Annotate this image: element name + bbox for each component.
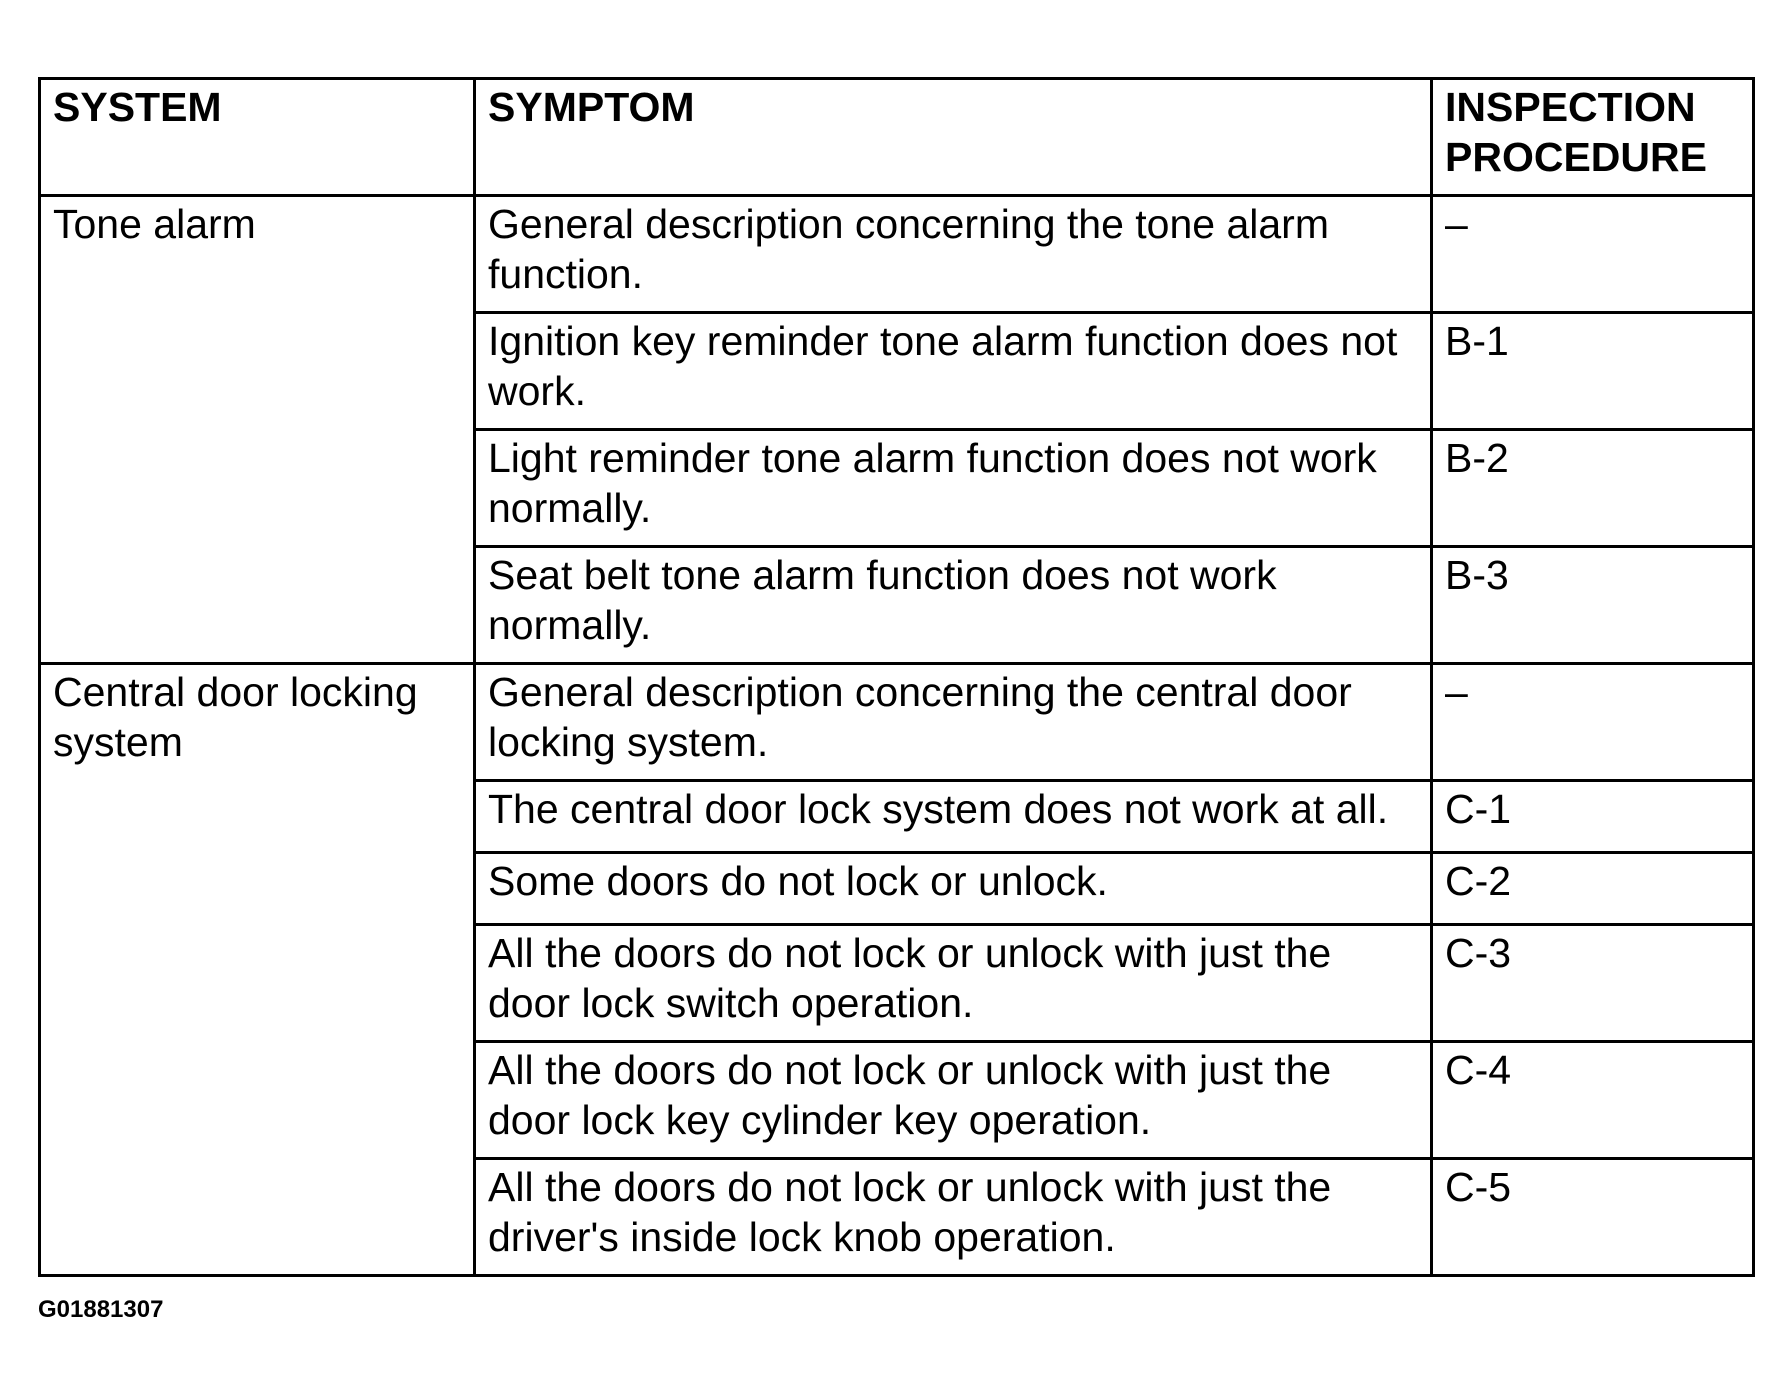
procedure-cell: C-2 [1432,853,1754,925]
symptom-cell: All the doors do not lock or unlock with just the driver's inside lock knob operation. [475,1159,1432,1276]
symptom-cell: All the doors do not lock or unlock with just the door lock key cylinder key operation. [475,1042,1432,1159]
procedure-cell: B-1 [1432,313,1754,430]
system-label: Tone alarm [53,201,256,247]
symptom-cell: General description concerning the tone alarm function. [475,196,1432,313]
header-symptom: SYMPTOM [475,79,1432,196]
diagnosis-table [38,77,1755,1277]
header-inspection-procedure [1432,79,1754,196]
system-label-line2: system [53,719,183,765]
symptom-cell: Seat belt tone alarm function does not work normally. [475,547,1432,664]
header-row [40,79,1754,196]
symptom-cell: General description concerning the central door locking system. [475,664,1432,781]
system-cell-central-door-locking [40,664,475,1276]
header-procedure-line2: PROCEDURE [1445,134,1707,180]
symptom-cell: Ignition key reminder tone alarm function does not work. [475,313,1432,430]
table-row [40,664,1754,781]
table-row [40,196,1754,313]
symptom-cell: Light reminder tone alarm function does not work normally. [475,430,1432,547]
procedure-cell: – [1432,664,1754,781]
procedure-cell: C-1 [1432,781,1754,853]
symptom-cell: All the doors do not lock or unlock with just the door lock switch operation. [475,925,1432,1042]
figure-code: G01881307 [38,1296,164,1323]
header-system: SYSTEM [40,79,475,196]
procedure-cell: – [1432,196,1754,313]
procedure-cell: C-5 [1432,1159,1754,1276]
procedure-cell: B-3 [1432,547,1754,664]
procedure-cell: C-3 [1432,925,1754,1042]
header-procedure-line1: INSPECTION [1445,84,1696,130]
symptom-cell: The central door lock system does not work at all. [475,781,1432,853]
symptom-cell: Some doors do not lock or unlock. [475,853,1432,925]
system-cell-tone-alarm [40,196,475,664]
procedure-cell: C-4 [1432,1042,1754,1159]
procedure-cell: B-2 [1432,430,1754,547]
system-label-line1: Central door locking [53,669,418,715]
